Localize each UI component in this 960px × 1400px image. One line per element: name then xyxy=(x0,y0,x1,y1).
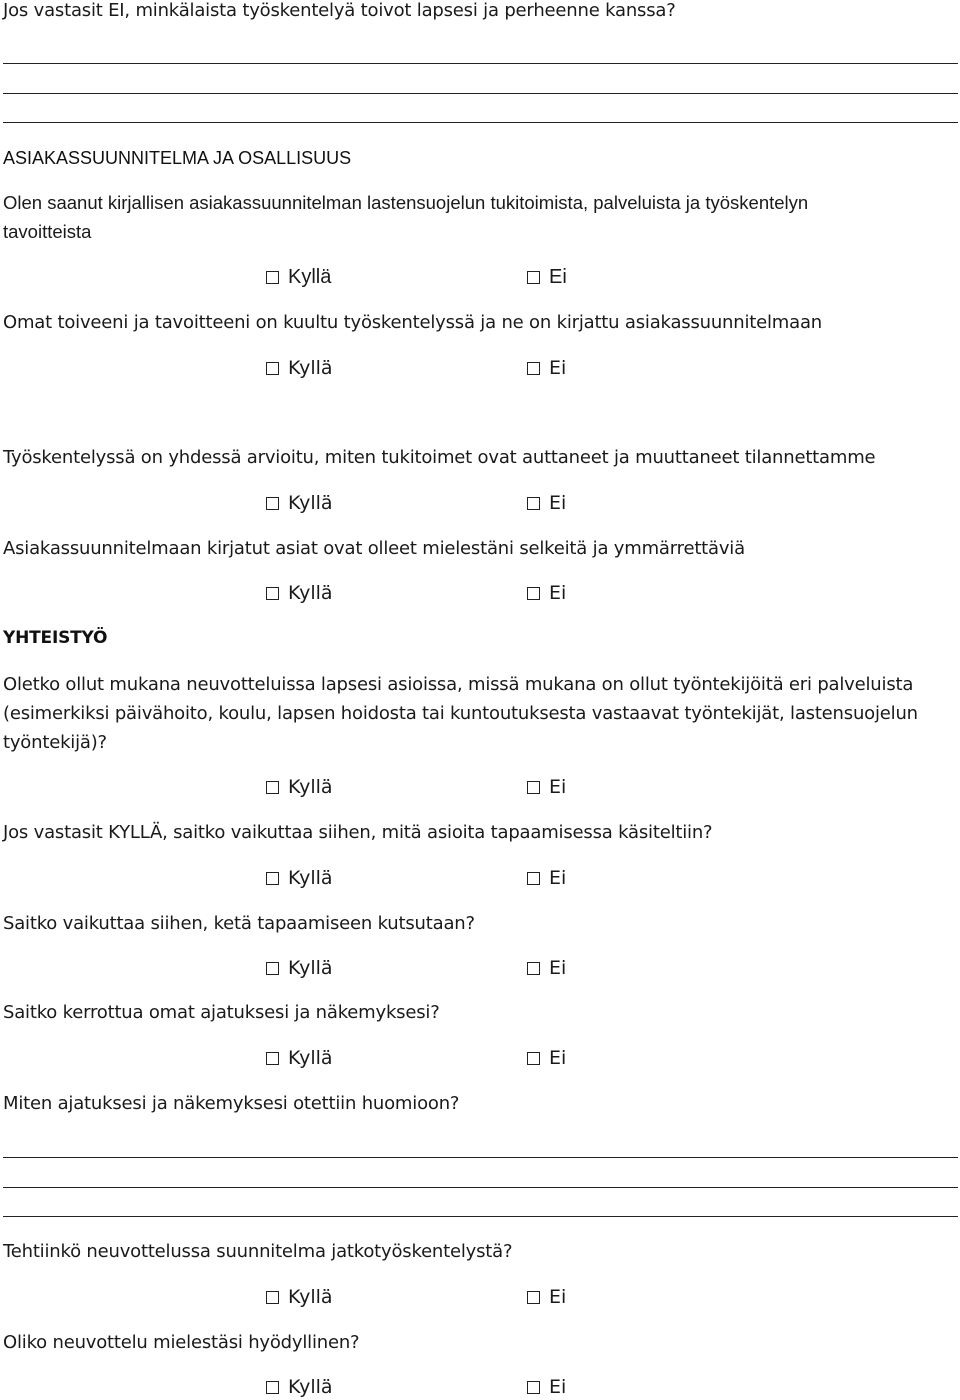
checkbox-icon[interactable] xyxy=(266,1052,279,1065)
no-label: Ei xyxy=(549,492,567,514)
yes-label: Kyllä xyxy=(288,492,333,514)
question-11-no-option[interactable] xyxy=(527,1375,566,1399)
question-6: Jos vastasit KYLLÄ, saitko vaikuttaa siihen, mitä asioita tapaamisessa käsiteltiin? xyxy=(3,822,713,843)
answer-line-1[interactable] xyxy=(3,63,958,64)
yes-label: Kyllä xyxy=(288,1047,333,1069)
yes-label: Kyllä xyxy=(288,867,333,889)
question-3: Työskentelyssä on yhdessä arvioitu, miten tukitoimet ovat auttaneet ja muuttaneet tilannettamme xyxy=(3,447,876,468)
checkbox-icon[interactable] xyxy=(527,962,540,975)
checkbox-icon[interactable] xyxy=(527,1381,540,1394)
checkbox-icon[interactable] xyxy=(266,362,279,375)
section-heading-yhteistyo: YHTEISTYÖ xyxy=(3,628,108,648)
checkbox-icon[interactable] xyxy=(266,1291,279,1304)
question-10-yes-option[interactable] xyxy=(266,1285,333,1309)
yes-label: Kyllä xyxy=(288,776,333,798)
checkbox-icon[interactable] xyxy=(527,362,540,375)
checkbox-icon[interactable] xyxy=(527,497,540,510)
no-label: Ei xyxy=(549,776,567,798)
checkbox-icon[interactable] xyxy=(527,781,540,794)
question-5-line-1: Oletko ollut mukana neuvotteluissa lapsesi asioissa, missä mukana on ollut työntekijöitä eri palveluista xyxy=(3,674,914,695)
checkbox-icon[interactable] xyxy=(527,587,540,600)
question-3-yes-option[interactable] xyxy=(266,491,333,515)
checkbox-icon[interactable] xyxy=(266,962,279,975)
checkbox-icon[interactable] xyxy=(266,872,279,885)
no-label: Ei xyxy=(549,1286,567,1308)
question-6-no-option[interactable] xyxy=(527,866,566,890)
checkbox-icon[interactable] xyxy=(266,1381,279,1394)
question-11: Oliko neuvottelu mielestäsi hyödyllinen? xyxy=(3,1332,360,1353)
yes-label: Kyllä xyxy=(288,1286,333,1308)
checkbox-icon[interactable] xyxy=(266,497,279,510)
section-heading-asiakassuunnitelma: ASIAKASSUUNNITELMA JA OSALLISUUS xyxy=(3,148,352,168)
yes-label: Kyllä xyxy=(288,357,333,379)
checkbox-icon[interactable] xyxy=(266,781,279,794)
question-7: Saitko vaikuttaa siihen, ketä tapaamiseen kutsutaan? xyxy=(3,913,475,934)
checkbox-icon[interactable] xyxy=(527,872,540,885)
no-label: Ei xyxy=(549,357,567,379)
question-1-line-1: Olen saanut kirjallisen asiakassuunnitelman lastensuojelun tukitoimista, palveluista ja työskentelyn xyxy=(3,192,809,213)
checkbox-icon[interactable] xyxy=(527,1291,540,1304)
question-5-no-option[interactable] xyxy=(527,775,566,799)
question-4: Asiakassuunnitelmaan kirjatut asiat ovat olleet mielestäni selkeitä ja ymmärrettäviä xyxy=(3,538,745,559)
answer-line-5[interactable] xyxy=(3,1187,958,1188)
checkbox-icon[interactable] xyxy=(266,587,279,600)
answer-line-6[interactable] xyxy=(3,1216,958,1217)
question-10: Tehtiinkö neuvottelussa suunnitelma jatkotyöskentelystä? xyxy=(3,1241,513,1262)
question-10-no-option[interactable] xyxy=(527,1285,566,1309)
no-label: Ei xyxy=(549,867,567,889)
answer-line-3[interactable] xyxy=(3,122,958,123)
yes-label: Kyllä xyxy=(288,1376,333,1398)
question-5-line-2: (esimerkiksi päivähoito, koulu, lapsen hoidosta tai kuntoutuksesta vastaavat työntekijät, lastensuojelun xyxy=(3,703,918,724)
question-4-no-option[interactable] xyxy=(527,581,566,605)
no-label: Ei xyxy=(549,266,567,288)
no-label: Ei xyxy=(549,582,567,604)
yes-label: Kyllä xyxy=(288,582,333,604)
question-1-line-2: tavoitteista xyxy=(3,221,92,242)
intro-question: Jos vastasit EI, minkälaista työskentelyä toivot lapsesi ja perheenne kanssa? xyxy=(3,0,676,21)
no-label: Ei xyxy=(549,1047,567,1069)
question-9: Miten ajatuksesi ja näkemyksesi otettiin huomioon? xyxy=(3,1093,460,1114)
question-3-no-option[interactable] xyxy=(527,491,566,515)
question-11-yes-option[interactable] xyxy=(266,1375,333,1399)
question-5-line-3: työntekijä)? xyxy=(3,732,107,753)
answer-line-2[interactable] xyxy=(3,93,958,94)
checkbox-icon[interactable] xyxy=(266,271,279,284)
question-1-yes-option[interactable] xyxy=(266,265,331,289)
question-4-yes-option[interactable] xyxy=(266,581,333,605)
answer-line-4[interactable] xyxy=(3,1157,958,1158)
no-label: Ei xyxy=(549,1376,567,1398)
question-8-yes-option[interactable] xyxy=(266,1046,333,1070)
no-label: Ei xyxy=(549,957,567,979)
yes-label: Kyllä xyxy=(288,957,333,979)
question-2: Omat toiveeni ja tavoitteeni on kuultu työskentelyssä ja ne on kirjattu asiakassuunnitelmaan xyxy=(3,312,822,333)
question-8-no-option[interactable] xyxy=(527,1046,566,1070)
question-6-yes-option[interactable] xyxy=(266,866,333,890)
question-8: Saitko kerrottua omat ajatuksesi ja näkemyksesi? xyxy=(3,1002,440,1023)
checkbox-icon[interactable] xyxy=(527,1052,540,1065)
question-7-yes-option[interactable] xyxy=(266,956,333,980)
checkbox-icon[interactable] xyxy=(527,271,540,284)
question-7-no-option[interactable] xyxy=(527,956,566,980)
question-2-yes-option[interactable] xyxy=(266,356,333,380)
question-5-yes-option[interactable] xyxy=(266,775,333,799)
question-1-no-option[interactable] xyxy=(527,265,567,289)
yes-label: Kyllä xyxy=(288,266,332,288)
question-2-no-option[interactable] xyxy=(527,356,566,380)
